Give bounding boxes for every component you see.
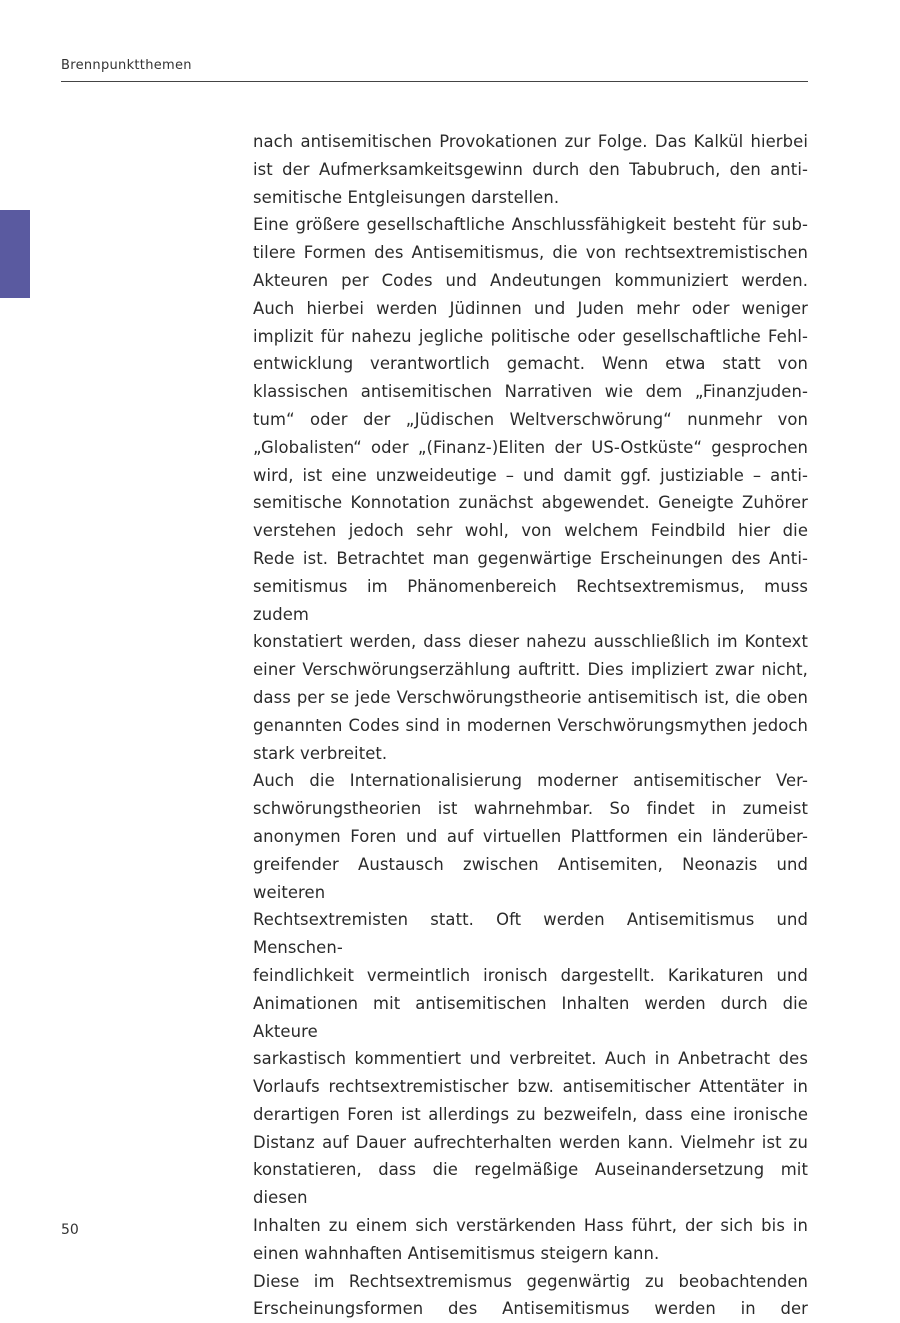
text-line: sarkastisch kommentiert und verbreitet. Auch in Anbetracht des (253, 1049, 808, 1069)
text-line: semitische Entgleisungen darstellen. (253, 187, 560, 207)
text-line: ist der Aufmerksamkeitsgewinn durch den Tabubruch, den anti- (253, 159, 808, 179)
text-line: tilere Formen des Antisemitismus, die von rechtsextremistischen (253, 243, 808, 263)
text-line: wird, ist eine unzweideutige – und damit ggf. justiziable – anti- (253, 465, 808, 485)
text-line: Inhalten zu einem sich verstärkenden Hass führt, der sich bis in (253, 1216, 808, 1236)
text-line: „Globalisten“ oder „(Finanz-)Eliten der US-Ostküste“ gesprochen (253, 437, 808, 457)
text-line: Auch hierbei werden Jüdinnen und Juden mehr oder weniger (253, 298, 808, 318)
text-line: Animationen mit antisemitischen Inhalten werden durch die Akteure (253, 993, 808, 1041)
text-line: Rede ist. Betrachtet man gegenwärtige Erscheinungen des Anti- (253, 548, 808, 568)
text-line: konstatiert werden, dass dieser nahezu ausschließlich im Kontext (253, 632, 808, 652)
text-line: Diese im Rechtsextremismus gegenwärtig zu beobachtenden (253, 1271, 808, 1291)
body-text (253, 128, 808, 1323)
text-line: stark verbreitet. (253, 743, 388, 763)
text-line: dass per se jede Verschwörungstheorie antisemitisch ist, die oben (253, 687, 808, 707)
text-line: implizit für nahezu jegliche politische oder gesellschaftliche Fehl- (253, 326, 808, 346)
text-line: tum“ oder der „Jüdischen Weltverschwörung“ nunmehr von (253, 409, 808, 429)
text-line: Rechtsextremisten statt. Oft werden Antisemitismus und Menschen- (253, 910, 808, 958)
text-line: einen wahnhaften Antisemitismus steigern kann. (253, 1243, 660, 1263)
text-line: greifender Austausch zwischen Antisemiten, Neonazis und weiteren (253, 854, 808, 902)
text-line: feindlichkeit vermeintlich ironisch dargestellt. Karikaturen und (253, 965, 808, 985)
text-line: Distanz auf Dauer aufrechterhalten werden kann. Vielmehr ist zu (253, 1132, 808, 1152)
text-line: nach antisemitischen Provokationen zur Folge. Das Kalkül hierbei (253, 132, 808, 151)
text-line: Auch die Internationalisierung moderner antisemitischer Ver- (253, 771, 808, 791)
text-line: verstehen jedoch sehr wohl, von welchem Feindbild hier die (253, 521, 808, 541)
text-line: derartigen Foren ist allerdings zu bezweifeln, dass eine ironische (253, 1104, 808, 1124)
text-line: konstatieren, dass die regelmäßige Auseinandersetzung mit diesen (253, 1160, 808, 1208)
text-line: klassischen antisemitischen Narrativen wie dem „Finanzjuden- (253, 382, 808, 402)
text-line: semitismus im Phänomenbereich Rechtsextremismus, muss zudem (253, 576, 808, 624)
page-number: 50 (61, 1222, 79, 1238)
text-line: entwicklung verantwortlich gemacht. Wenn etwa statt von (253, 354, 808, 374)
text-line: Vorlaufs rechtsextremistischer bzw. antisemitischer Attentäter in (253, 1077, 808, 1097)
header-rule (61, 81, 808, 82)
chapter-side-tab (0, 210, 30, 298)
running-head-title: Brennpunktthemen (61, 58, 192, 73)
text-line: anonymen Foren und auf virtuellen Plattformen ein länderüber- (253, 826, 808, 846)
text-line: Akteuren per Codes und Andeutungen kommuniziert werden. (253, 270, 808, 290)
text-line: Erscheinungsformen des Antisemitismus werden in der (253, 1299, 808, 1319)
text-line: Eine größere gesellschaftliche Anschlussfähigkeit besteht für sub- (253, 215, 808, 235)
text-line: einer Verschwörungserzählung auftritt. Dies impliziert zwar nicht, (253, 660, 808, 680)
text-line: genannten Codes sind in modernen Verschwörungsmythen jedoch (253, 715, 808, 735)
text-line: semitische Konnotation zunächst abgewendet. Geneigte Zuhörer (253, 493, 808, 513)
text-line: schwörungstheorien ist wahrnehmbar. So findet in zumeist (253, 799, 808, 819)
